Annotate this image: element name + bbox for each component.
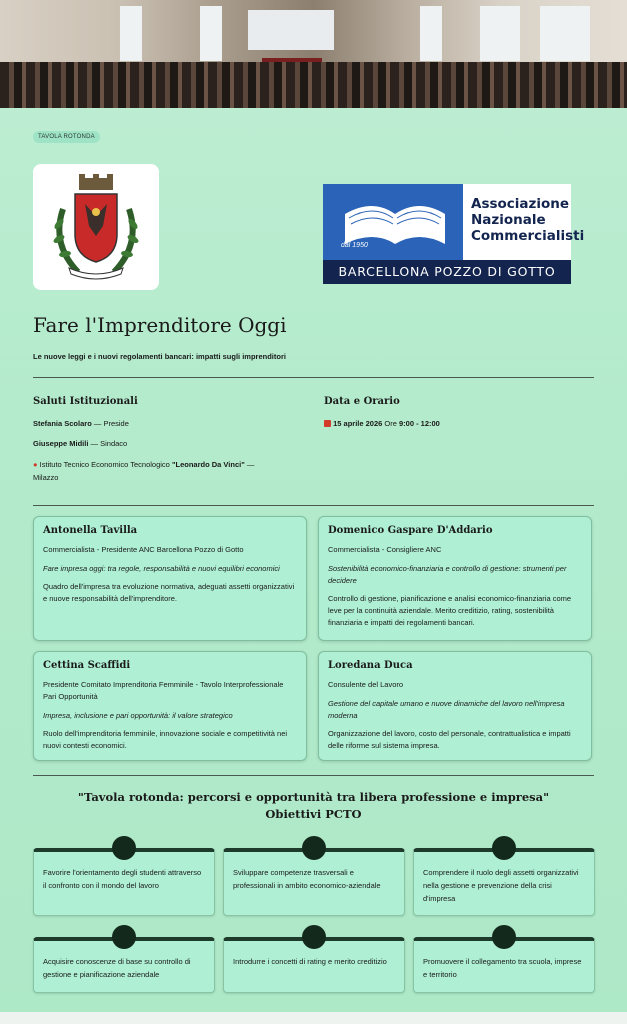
page-footer: [0, 1012, 627, 1024]
speaker-name: Domenico Gaspare D'Addario: [328, 525, 493, 536]
anc-logo: [323, 184, 585, 284]
divider: [33, 377, 594, 378]
objective-marker-icon: [112, 925, 136, 949]
pcto-objective: Acquisire conoscenze di base su controllo di gestione e pianificazione aziendale: [33, 937, 215, 993]
saluti-person-2: Giuseppe Midili — Sindaco: [33, 439, 128, 448]
speaker-role: Commercialista - Presidente ANC Barcellona Pozzo di Gotto: [43, 545, 244, 554]
calendar-icon: [324, 420, 331, 427]
speaker-description: Ruolo dell'imprenditoria femminile, innovazione sociale e competitività nei nuovi contesti economici.: [43, 729, 288, 750]
municipal-logo: [33, 164, 159, 290]
speaker-description: Organizzazione del lavoro, costo del personale, contrattualistica e impatti delle riforme sul sistema impresa.: [328, 729, 571, 750]
coat-of-arms-icon: [33, 164, 159, 290]
objective-marker-icon: [302, 836, 326, 860]
objective-marker-icon: [302, 925, 326, 949]
speaker-role: Presidente Comitato Imprenditoria Femminile - Tavolo Interprofessionale Pari Opportunità: [43, 680, 284, 701]
speaker-topic: Fare impresa oggi: tra regole, responsabilità e nuovi equilibri economici: [43, 564, 280, 573]
speaker-role: Consulente del Lavoro: [328, 680, 404, 689]
speaker-topic: Impresa, inclusione e pari opportunità: il valore strategico: [43, 711, 233, 720]
pcto-objective: Promuovere il collegamento tra scuola, imprese e territorio: [413, 937, 595, 993]
event-date-time: 15 aprile 2026 Ore 9:00 - 12:00: [324, 417, 440, 430]
projector-screen: [248, 10, 334, 50]
speaker-name: Cettina Scaffidi: [43, 660, 131, 671]
pcto-objective: Comprendere il ruolo degli assetti organizzativi nella gestione e prevenzione della crisi d'impresa: [413, 848, 595, 916]
speaker-name: Antonella Tavilla: [43, 525, 138, 536]
speaker-description: Controllo di gestione, pianificazione e analisi economico-finanziaria come leve per la continuità aziendale. Merito creditizio, rating, sostenibilità finanziaria e impatti dei regolamenti bancari.: [328, 594, 572, 627]
speaker-card: [33, 516, 307, 641]
objective-marker-icon: [112, 836, 136, 860]
speaker-description: Quadro dell'impresa tra evoluzione normativa, adeguati assetti organizzativi e nuove responsabilità dell'imprenditore.: [43, 582, 295, 603]
anc-year: dal 1950: [341, 242, 368, 249]
speaker-name: Loredana Duca: [328, 660, 413, 671]
saluti-person-1: Stefania Scolaro — Preside: [33, 419, 129, 428]
page-title: Fare l'Imprenditore Oggi: [33, 313, 287, 337]
anc-location-band: BARCELLONA POZZO DI GOTTO: [323, 260, 571, 284]
pcto-title: "Tavola rotonda: percorsi e opportunità tra libera professione e impresa" Obiettivi PCTO: [77, 790, 550, 821]
hero-photo: [0, 0, 627, 108]
pcto-objective: Sviluppare competenze trasversali e professionali in ambito economico-aziendale: [223, 848, 405, 916]
speaker-card: [318, 651, 592, 761]
divider: [33, 505, 594, 506]
speaker-role: Commercialista - Consigliere ANC: [328, 545, 442, 554]
speaker-card: [33, 651, 307, 761]
event-location: ● Istituto Tecnico Economico Tecnologico "Leonardo Da Vinci" — Milazzo: [33, 460, 255, 482]
audience: [0, 62, 627, 108]
pcto-objective: Introdurre i concetti di rating e merito creditizio: [223, 937, 405, 993]
speaker-topic: Sostenibilità economico-finanziaria e controllo di gestione: strumenti per decidere: [328, 564, 567, 585]
objective-marker-icon: [492, 836, 516, 860]
data-orario-heading: Data e Orario: [324, 396, 400, 407]
saluti-heading: Saluti Istituzionali: [33, 396, 138, 407]
event-type-badge: TAVOLA ROTONDA: [33, 131, 100, 143]
divider: [33, 775, 594, 776]
speaker-card: [318, 516, 592, 641]
anc-name: Associazione Nazionale Commercialisti: [471, 196, 585, 244]
location-pin-icon: ●: [33, 460, 38, 469]
speaker-topic: Gestione del capitale umano e nuove dinamiche del lavoro nell'impresa moderna: [328, 699, 565, 720]
pcto-objective: Favorire l'orientamento degli studenti attraverso il confronto con il mondo del lavoro: [33, 848, 215, 916]
objective-marker-icon: [492, 925, 516, 949]
page-subtitle: Le nuove leggi e i nuovi regolamenti bancari: impatti sugli imprenditori: [33, 352, 286, 361]
